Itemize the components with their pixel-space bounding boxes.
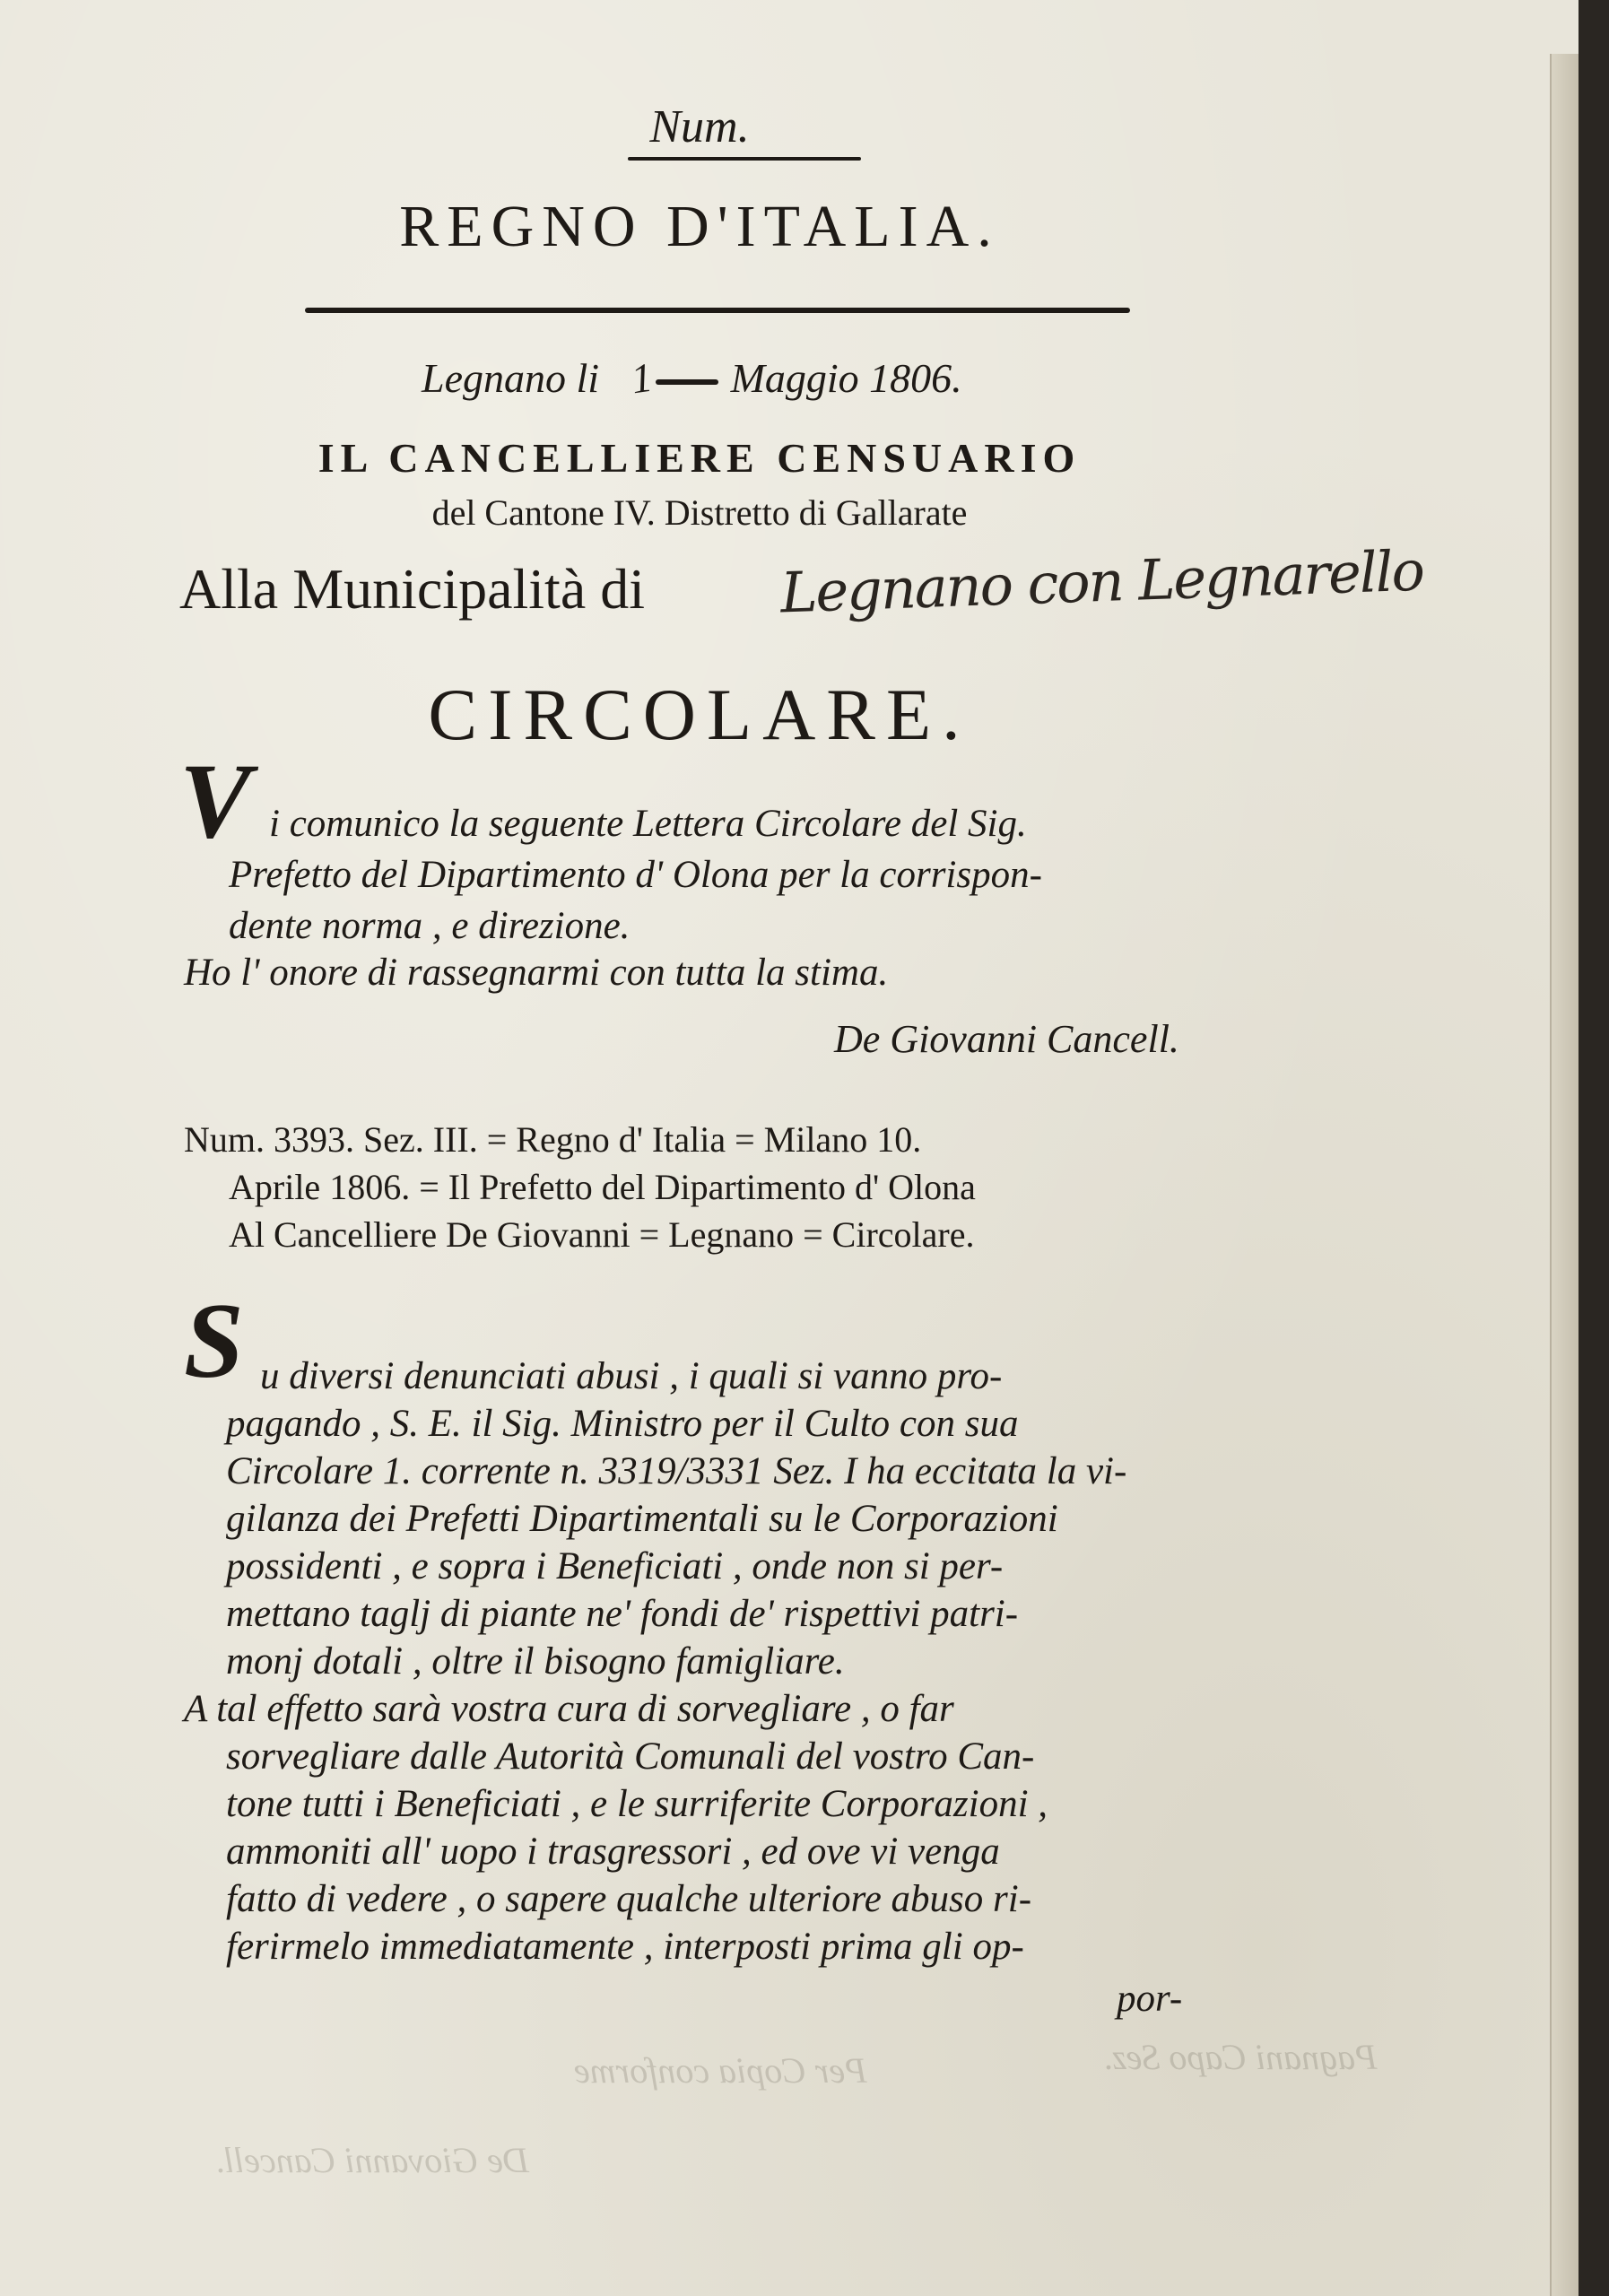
body-line: Circolare 1. corrente n. 3319/3331 Sez. I ha eccitata la vi- [226, 1450, 1127, 1492]
body-line: monj dotali , oltre il bisogno famigliare. [226, 1640, 845, 1683]
divider [305, 308, 1130, 313]
body-line: sorvegliare dalle Autorità Comunali del vostro Can- [226, 1735, 1035, 1778]
body-line: possidenti , e sopra i Beneficiati , onde non si per- [226, 1545, 1004, 1587]
place-date [422, 354, 962, 402]
number-label: Num. [649, 101, 750, 152]
month-year: Maggio 1806. [730, 355, 962, 401]
show-through-text: De Giovanni Cancell. [215, 2140, 529, 2180]
show-through-text: Pagnani Capo Sez. [1103, 2037, 1378, 2077]
reference-line: Aprile 1806. = Il Prefetto del Dipartimento d' Olona [229, 1167, 976, 1207]
show-through-text: Per Copia conforme [574, 2050, 867, 2091]
body-line: fatto di vedere , o sapere qualche ulteriore abuso ri- [226, 1878, 1032, 1920]
issuer-title: IL CANCELLIERE CENSUARIO [317, 435, 1082, 481]
recipient-handwritten: Legnano con Legnarello [778, 537, 1424, 626]
divider [628, 157, 861, 161]
handwritten-dash [656, 379, 718, 385]
reference-line: Al Cancelliere De Giovanni = Legnano = Circolare. [229, 1214, 975, 1255]
intro-line: Prefetto del Dipartimento d' Olona per la corrispon- [229, 854, 1042, 896]
body-line: mettano taglj di piante ne' fondi de' rispettivi patri- [226, 1593, 1019, 1635]
intro-line: i comunico la seguente Lettera Circolare del Sig. [269, 803, 1027, 845]
intro-line: Ho l' onore di rassegnarmi con tutta la stima. [184, 952, 889, 994]
place-label: Legnano li [422, 355, 600, 401]
intro-line: dente norma , e direzione. [229, 905, 631, 947]
catchword: por- [1117, 1978, 1183, 2020]
page-edge [1550, 54, 1579, 2296]
kingdom-title: REGNO D'ITALIA. [399, 194, 1000, 259]
handwritten-day: 1 [628, 353, 655, 403]
drop-cap: S [184, 1281, 244, 1400]
body-line: A tal effetto sarà vostra cura di sorvegliare , o far [184, 1688, 954, 1730]
issuer-district: del Cantone IV. Distretto di Gallarate [431, 492, 968, 533]
reference-line: Num. 3393. Sez. III. = Regno d' Italia = Milano 10. [184, 1119, 922, 1160]
body-line: tone tutti i Beneficiati , e le surriferite Corporazioni , [226, 1783, 1048, 1825]
drop-cap: V [179, 741, 252, 860]
body-line: gilanza dei Prefetti Dipartimentali su le Corporazioni [226, 1498, 1058, 1540]
signoff: De Giovanni Cancell. [834, 1017, 1179, 1061]
recipient-prefix: Alla Municipalità di [179, 557, 645, 621]
document-type: CIRCOLARE. [428, 674, 971, 755]
body-line: ferirmelo immediatamente , interposti prima gli op- [226, 1926, 1024, 1968]
body-line: ammoniti all' uopo i trasgressori , ed ove vi venga [226, 1831, 1000, 1873]
body-line: u diversi denunciati abusi , i quali si vanno pro- [260, 1355, 1003, 1397]
body-line: pagando , S. E. il Sig. Ministro per il Culto con sua [226, 1403, 1019, 1445]
